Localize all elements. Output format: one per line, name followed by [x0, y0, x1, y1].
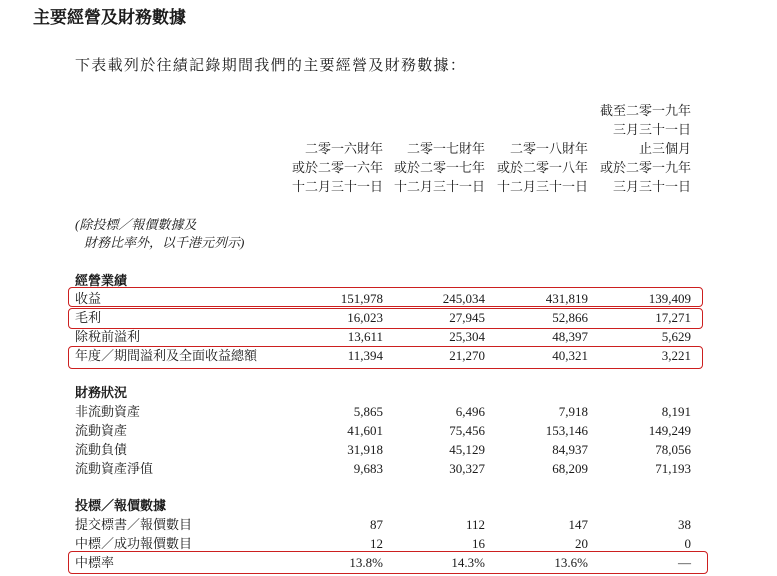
row-label: 非流動資產 [75, 404, 141, 419]
column-header-line: 十二月三十一日 [291, 179, 383, 194]
section-heading-financial-position: 財務狀況 [75, 385, 128, 400]
value-fy2016: 9,683 [353, 461, 383, 476]
column-header-fy2018 [488, 100, 588, 196]
value-fy2017: 25,304 [449, 329, 485, 344]
value-3m2019: 71,193 [655, 461, 691, 476]
unit-note-line-1: (除投標／報價數據及 [75, 217, 197, 232]
value-fy2016: 12 [370, 536, 383, 551]
column-header-fy2017 [385, 100, 485, 196]
row-label: 流動負債 [75, 442, 128, 457]
column-header-line: 或於二零一九年 [599, 160, 691, 175]
value-fy2017: 14.3% [451, 555, 485, 570]
table-row [0, 440, 777, 459]
column-header-line: 或於二零一八年 [496, 160, 588, 175]
value-fy2017: 30,327 [449, 461, 485, 476]
row-label: 毛利 [75, 310, 102, 325]
value-3m2019: 0 [684, 536, 691, 551]
value-fy2017: 75,456 [449, 423, 485, 438]
table-row [0, 459, 777, 478]
value-fy2016: 13.8% [349, 555, 383, 570]
value-fy2017: 245,034 [442, 291, 485, 306]
column-header-3m2019 [591, 100, 691, 196]
page-title: 主要經營及財務數據 [33, 8, 186, 27]
value-fy2018: 84,937 [552, 442, 588, 457]
value-fy2016: 13,611 [347, 329, 383, 344]
value-fy2016: 16,023 [347, 310, 383, 325]
value-fy2017: 45,129 [449, 442, 485, 457]
column-header-line: 十二月三十一日 [496, 179, 588, 194]
value-3m2019: — [678, 555, 691, 570]
value-fy2016: 151,978 [340, 291, 383, 306]
intro-text: 下表載列於往績記錄期間我們的主要經營及財務數據： [75, 58, 467, 74]
row-label: 流動資產淨值 [75, 461, 154, 476]
value-3m2019: 149,249 [648, 423, 691, 438]
value-fy2018: 52,866 [552, 310, 588, 325]
value-fy2016: 5,865 [353, 404, 383, 419]
section-heading-operating-results: 經營業績 [75, 273, 128, 288]
value-fy2018: 147 [568, 517, 588, 532]
row-label: 流動資產 [75, 423, 128, 438]
value-fy2017: 6,496 [455, 404, 485, 419]
row-label: 收益 [75, 291, 102, 306]
column-header-line: 二零一七財年 [406, 141, 485, 156]
column-header-line: 三月三十一日 [612, 122, 691, 137]
row-label: 中標率 [75, 555, 115, 570]
table-row [0, 515, 777, 534]
table-row [0, 553, 777, 572]
value-3m2019: 38 [678, 517, 691, 532]
table-row [0, 402, 777, 421]
value-3m2019: 139,409 [648, 291, 691, 306]
value-fy2017: 27,945 [449, 310, 485, 325]
value-fy2018: 40,321 [552, 348, 588, 363]
row-label: 除稅前溢利 [75, 329, 141, 344]
column-header-line: 或於二零一七年 [393, 160, 485, 175]
value-3m2019: 8,191 [661, 404, 691, 419]
value-fy2016: 11,394 [347, 348, 383, 363]
column-header-fy2016 [283, 100, 383, 196]
value-fy2018: 431,819 [545, 291, 588, 306]
column-header-line: 截至二零一九年 [599, 103, 691, 118]
value-fy2017: 16 [472, 536, 485, 551]
row-label: 提交標書／報價數目 [75, 517, 193, 532]
unit-note-line-2: 財務比率外，以千港元列示) [84, 235, 245, 250]
value-3m2019: 17,271 [655, 310, 691, 325]
column-header-line: 止三個月 [638, 141, 691, 156]
value-fy2018: 13.6% [554, 555, 588, 570]
value-fy2018: 68,209 [552, 461, 588, 476]
value-fy2016: 87 [370, 517, 383, 532]
value-fy2018: 48,397 [552, 329, 588, 344]
row-label: 年度／期間溢利及全面收益總額 [75, 348, 258, 363]
table-row [0, 346, 777, 365]
value-fy2016: 41,601 [347, 423, 383, 438]
value-fy2018: 153,146 [545, 423, 588, 438]
column-header-line: 三月三十一日 [612, 179, 691, 194]
column-header-line: 或於二零一六年 [291, 160, 383, 175]
value-fy2018: 20 [575, 536, 588, 551]
table-row [0, 421, 777, 440]
table-row [0, 534, 777, 553]
table-row [0, 327, 777, 346]
value-3m2019: 3,221 [661, 348, 691, 363]
table-row [0, 289, 777, 308]
section-heading-tender-data: 投標／報價數據 [75, 498, 167, 513]
column-header-line: 十二月三十一日 [393, 179, 485, 194]
table-row [0, 308, 777, 327]
value-fy2017: 112 [465, 517, 485, 532]
value-fy2016: 31,918 [347, 442, 383, 457]
value-3m2019: 5,629 [661, 329, 691, 344]
column-header-line: 二零一八財年 [509, 141, 588, 156]
value-3m2019: 78,056 [655, 442, 691, 457]
value-fy2018: 7,918 [558, 404, 588, 419]
column-header-line: 二零一六財年 [304, 141, 383, 156]
value-fy2017: 21,270 [449, 348, 485, 363]
row-label: 中標／成功報價數目 [75, 536, 193, 551]
